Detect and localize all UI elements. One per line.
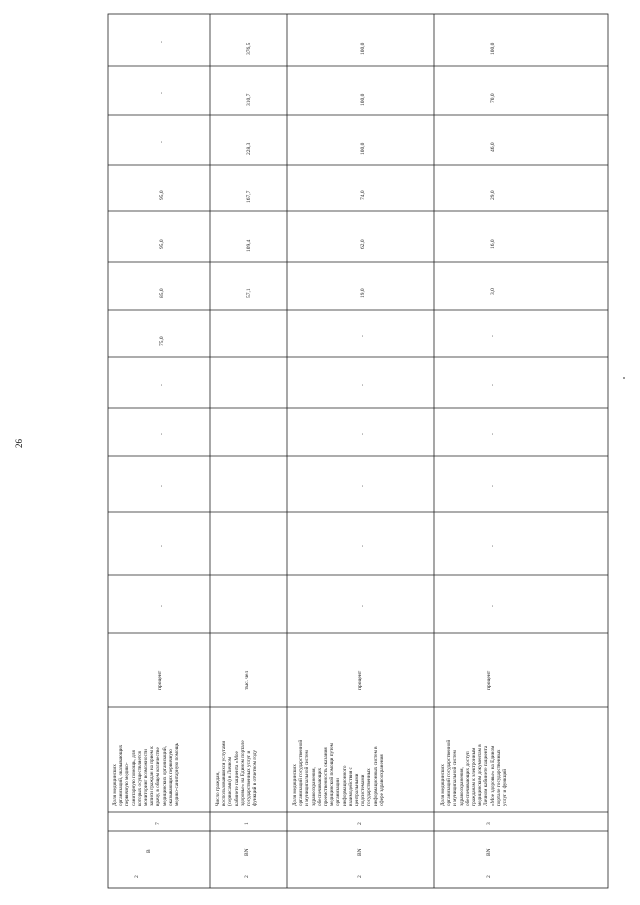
value-cell: 376,5 <box>246 42 252 55</box>
value-cell: - <box>360 335 366 337</box>
value-cell: - <box>490 545 496 547</box>
value-cell: 100,0 <box>360 93 366 106</box>
value-cell: - <box>159 41 165 43</box>
indicator-name: Доля медицинских организаций, оказывающих первичную медико- санитарную помощь, для которых осуществляется мониторинг возможности записи граждан на прием к врачу, в общем количестве медицинских организаций, оказывающих первичную медико-санитарную помощь <box>112 742 181 806</box>
cell-col-a: 2 <box>244 875 250 878</box>
value-cell: - <box>159 485 165 487</box>
cell-col-c: 2 <box>357 822 363 825</box>
cell-col-c: 7 <box>155 822 161 825</box>
cell-col-b: B <box>146 849 152 853</box>
value-cell: - <box>490 605 496 607</box>
cell-col-a: 2 <box>134 875 140 878</box>
value-cell: 100,0 <box>360 142 366 155</box>
value-cell: 85,0 <box>159 288 165 298</box>
value-cell: - <box>159 433 165 435</box>
value-cell: 167,7 <box>246 190 252 203</box>
value-cell: - <box>490 384 496 386</box>
cell-col-a: 2 <box>357 875 363 878</box>
value-cell: 310,7 <box>246 93 252 106</box>
cell-col-b: BN <box>357 848 363 856</box>
value-cell: 109,4 <box>246 239 252 252</box>
cell-col-b: BN <box>244 848 250 856</box>
value-cell: 95,0 <box>159 190 165 200</box>
cell-col-c: 1 <box>244 822 250 825</box>
cell-col-a: 2 <box>486 875 492 878</box>
value-cell: - <box>360 384 366 386</box>
value-cell: 46,0 <box>490 142 496 152</box>
value-cell: - <box>360 545 366 547</box>
value-cell: 3,0 <box>490 288 496 295</box>
value-cell: 100,0 <box>490 42 496 55</box>
page-number: 26 <box>14 439 24 448</box>
value-cell: 62,0 <box>360 239 366 249</box>
value-cell: - <box>360 433 366 435</box>
cell-col-c: 3 <box>486 822 492 825</box>
value-cell: 74,0 <box>360 190 366 200</box>
value-cell: 29,0 <box>490 190 496 200</box>
unit-cell: тыс. чел <box>244 670 250 690</box>
value-cell: 95,0 <box>159 239 165 249</box>
value-cell: - <box>159 545 165 547</box>
indicator-name: Доля медицинских организаций государственной и муниципальной систем здравоохранения, обеспечивающих доступ гражданам к электронным медицинским документам в Личном кабинете пациента «Мое здоровье» на Едином портале государственных услуг и функций <box>440 739 509 806</box>
unit-cell: процент <box>486 670 492 690</box>
indicator-name: Число граждан, воспользовавшихся услугами (сервисами) в Личном кабинете пациента «Мое здоровье» на Едином портале государственных услуг и функций в отчетном году <box>215 740 259 806</box>
value-cell: 70,0 <box>490 93 496 103</box>
value-cell: - <box>159 92 165 94</box>
value-cell: 228,3 <box>246 142 252 155</box>
unit-cell: процент <box>157 670 163 690</box>
value-cell: 57,1 <box>246 288 252 298</box>
unit-cell: процент <box>357 670 363 690</box>
value-cell: - <box>159 605 165 607</box>
value-cell: 100,0 <box>360 42 366 55</box>
value-cell: 75,0 <box>159 336 165 346</box>
value-cell: - <box>490 485 496 487</box>
indicator-name: Доля медицинских организаций государственной и муниципальной систем здравоохранения, обеспечивающих преемственность оказания медицинской помощи путем организации информационного взаимодействия с центральными подсистемами государственных информационных систем в сфере здравоохранения <box>292 739 385 806</box>
value-cell: 19,0 <box>360 288 366 298</box>
value-cell: - <box>360 605 366 607</box>
value-cell: - <box>360 485 366 487</box>
value-cell: - <box>490 433 496 435</box>
value-cell: 16,0 <box>490 239 496 249</box>
cell-col-b: BN <box>486 848 492 856</box>
value-cell: - <box>159 384 165 386</box>
value-cell: - <box>159 141 165 143</box>
value-cell: - <box>490 335 496 337</box>
